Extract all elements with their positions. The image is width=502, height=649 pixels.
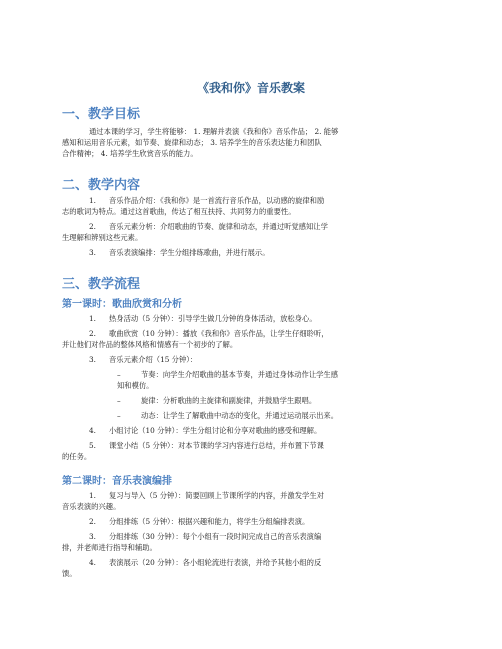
- lesson-heading-2: 第二课时：音乐表演编排: [62, 476, 172, 487]
- list-number: 3.: [89, 532, 96, 541]
- paragraph-line: 感知和运用音乐元素，如节奏、旋律和动态； 3. 培养学生的音乐表达能力和团队: [62, 138, 322, 147]
- list-item-text: 分组排练（5 分钟）：根据兴趣和能力，将学生分组编排表演。: [109, 517, 310, 526]
- section-heading-teaching-content: 二、教学内容: [62, 178, 141, 193]
- list-item-text: 表演展示（20 分钟）：各小组轮流进行表演，并给予其他小组的反: [109, 558, 322, 567]
- list-item: [89, 248, 270, 258]
- dash-bullet: –: [117, 370, 121, 379]
- list-item-continuation: 生理解和辨别这些元素。: [62, 233, 143, 242]
- list-item: [89, 426, 321, 436]
- list-number: 3.: [89, 248, 96, 257]
- list-item: [89, 222, 328, 232]
- list-item: [89, 314, 317, 324]
- list-number: 1.: [89, 314, 96, 323]
- list-item-text: 热身活动（5 分钟）：引导学生做几分钟的身体活动，放松身心。: [109, 314, 317, 323]
- section-heading-teaching-process: 三、教学流程: [62, 277, 141, 292]
- sub-list-item-text: 节奏：向学生介绍歌曲的基本节奏，并通过身体动作让学生感: [141, 370, 339, 379]
- sub-list-item-text: 动态：让学生了解歌曲中动态的变化，并通过运动展示出来。: [141, 411, 339, 420]
- sub-list-item: [117, 396, 316, 406]
- document-title: 《我和你》音乐教案: [196, 81, 305, 95]
- sub-list-item-continuation: 知和模仿。: [117, 381, 154, 390]
- list-number: 2.: [89, 517, 96, 526]
- list-number: 5.: [89, 441, 96, 450]
- section-heading-teaching-goals: 一、教学目标: [62, 107, 141, 122]
- list-item-text: 小组讨论（10 分钟）：学生分组讨论和分享对歌曲的感受和理解。: [109, 426, 322, 435]
- list-number: 4.: [89, 558, 96, 567]
- list-item: [89, 196, 324, 206]
- lesson-heading-1: 第一课时：歌曲欣赏和分析: [62, 299, 182, 310]
- list-item: [89, 441, 324, 451]
- list-item-text: 复习与导入（5 分钟）：简要回顾上节课所学的内容，并激发学生对: [109, 491, 324, 500]
- list-item-continuation: 排，并老师进行指导和辅助。: [62, 543, 157, 552]
- list-item: [89, 558, 321, 568]
- list-item-text: 课堂小结（5 分钟）：对本节课的学习内容进行总结，并布置下节课: [109, 441, 324, 450]
- list-number: 2.: [89, 329, 96, 338]
- paragraph-line: 合作精神； 4. 培养学生欣赏音乐的能力。: [62, 149, 198, 158]
- list-number: 1.: [89, 196, 96, 205]
- list-item-text: 歌曲欣赏（10 分钟）：播放《我和你》音乐作品，让学生仔细聆听，: [109, 329, 329, 338]
- list-item-text: 音乐表演编排：学生分组排练歌曲，并进行展示。: [109, 248, 270, 257]
- list-item: [89, 329, 329, 339]
- list-item-continuation: 馈。: [62, 569, 77, 578]
- list-item-text: 音乐元素介绍（15 分钟）：: [109, 355, 198, 364]
- list-item: [89, 532, 321, 542]
- list-item: [89, 517, 309, 527]
- list-item: [89, 355, 197, 365]
- list-number: 1.: [89, 491, 96, 500]
- sub-list-item: [117, 411, 338, 421]
- list-item-text: 分组排练（30 分钟）：每个小组有一段时间完成自己的音乐表演编: [109, 532, 322, 541]
- list-item-text: 音乐作品介绍：《我和你》是一首流行音乐作品，以动感的旋律和励: [109, 196, 325, 205]
- list-number: 4.: [89, 426, 96, 435]
- list-number: 3.: [89, 355, 96, 364]
- list-item-continuation: 志的歌词为特点。通过这首歌曲，传达了相互扶持、共同努力的重要性。: [62, 207, 296, 216]
- list-item-text: 音乐元素分析：介绍歌曲的节奏、旋律和动态，并通过听觉感知让学: [109, 222, 328, 231]
- list-item-continuation: 的任务。: [62, 452, 92, 461]
- list-number: 2.: [89, 222, 96, 231]
- sub-list-item: [117, 370, 338, 380]
- dash-bullet: –: [117, 396, 121, 405]
- paragraph-line: 通过本课的学习，学生将能够： 1. 理解并表演《我和你》音乐作品； 2. 能够: [89, 127, 339, 136]
- sub-list-item-text: 旋律：分析歌曲的主旋律和副旋律，并鼓励学生跟唱。: [141, 396, 317, 405]
- dash-bullet: –: [117, 411, 121, 420]
- list-item-continuation: 音乐表演的兴趣。: [62, 502, 121, 511]
- list-item-continuation: 并让他们对作品的整体风格和情感有一个初步的了解。: [62, 340, 238, 349]
- list-item: [89, 491, 324, 501]
